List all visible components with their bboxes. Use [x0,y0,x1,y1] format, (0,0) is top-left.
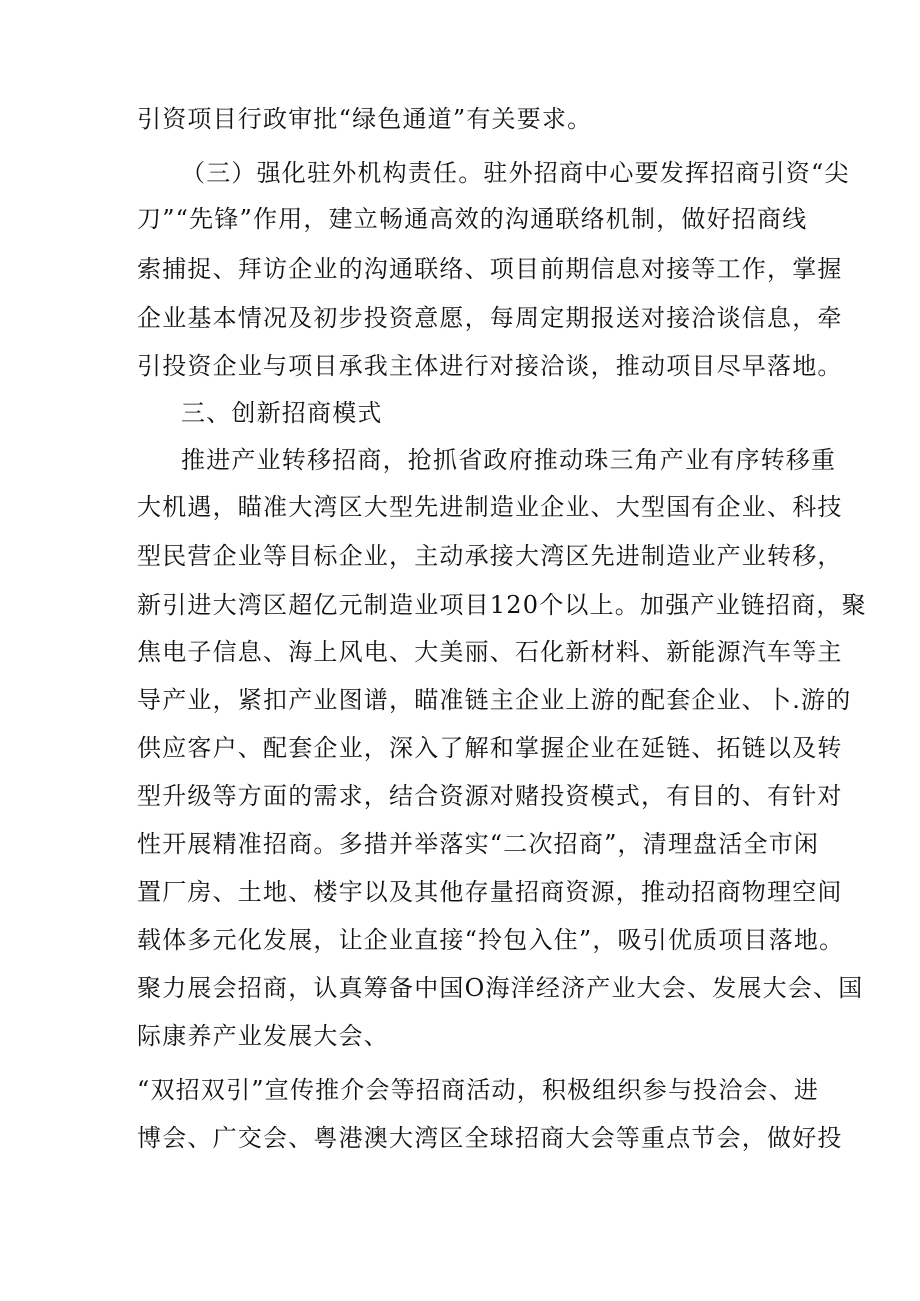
text-line-8: 推进产业转移招商，抢抓省政府推动珠三角产业有序转移重 [181,446,837,474]
text-line-10: 型民营企业等目标企业，主动承接大湾区先进制造业产业转移， [137,542,843,570]
text-line-18: 载体多元化发展，让企业直接“拎包入住”，吸引优质项目落地。 [137,926,845,954]
text-line-16: 性开展精准招商。多措并举落实“二次招商”，清理盘活全市闲 [137,830,820,858]
text-line-22: 博会、广交会、粤港澳大湾区全球招商大会等重点节会，做好投 [137,1124,843,1152]
text-line-12: 焦电子信息、海上风电、大美丽、石化新材料、新能源汽车等主 [137,638,843,666]
text-line-14: 供应客户、配套企业，深入了解和掌握企业在延链、拓链以及转 [137,734,843,762]
text-line-15: 型升级等方面的需求，结合资源对赌投资模式，有目的、有针对 [137,782,843,810]
text-line-2: （三）强化驻外机构责任。驻外招商中心要发挥招商引资“尖 [181,159,850,187]
text-line-5: 企业基本情况及初步投资意愿，每周定期报送对接洽谈信息，牵 [137,304,843,332]
text-line-3: 刀”“先锋”作用，建立畅通高效的沟通联络机制，做好招商线 [137,205,808,233]
text-line-17: 置厂房、土地、楼宇以及其他存量招商资源，推动招商物理空间 [137,878,843,906]
text-line-13: 导产业，紧扣产业图谱，瞄准链主企业上游的配套企业、卜.游的 [137,686,852,714]
text-line-20: 际康养产业发展大会、 [137,1022,389,1050]
text-line-4: 索捕捉、拜访企业的沟通联络、项目前期信息对接等工作，掌握 [137,255,843,283]
text-line-6: 引投资企业与项目承我主体进行对接洽谈，推动项目尽早落地。 [137,352,843,380]
text-line-19: 聚力展会招商，认真筹备中国O海洋经济产业大会、发展大会、国 [137,974,864,1002]
text-line-11: 新引进大湾区超亿元制造业项目120个以上。加强产业链招商，聚 [137,591,867,619]
text-line-21: “双招双引”宣传推介会等招商活动，积极组织参与投洽会、进 [137,1076,820,1104]
section-heading: 三、创新招商模式 [181,399,383,427]
text-line-1: 引资项目行政审批“绿色通道”有关要求。 [137,105,593,133]
text-line-9: 大机遇，瞄准大湾区大型先进制造业企业、大型国有企业、科技 [137,493,843,521]
